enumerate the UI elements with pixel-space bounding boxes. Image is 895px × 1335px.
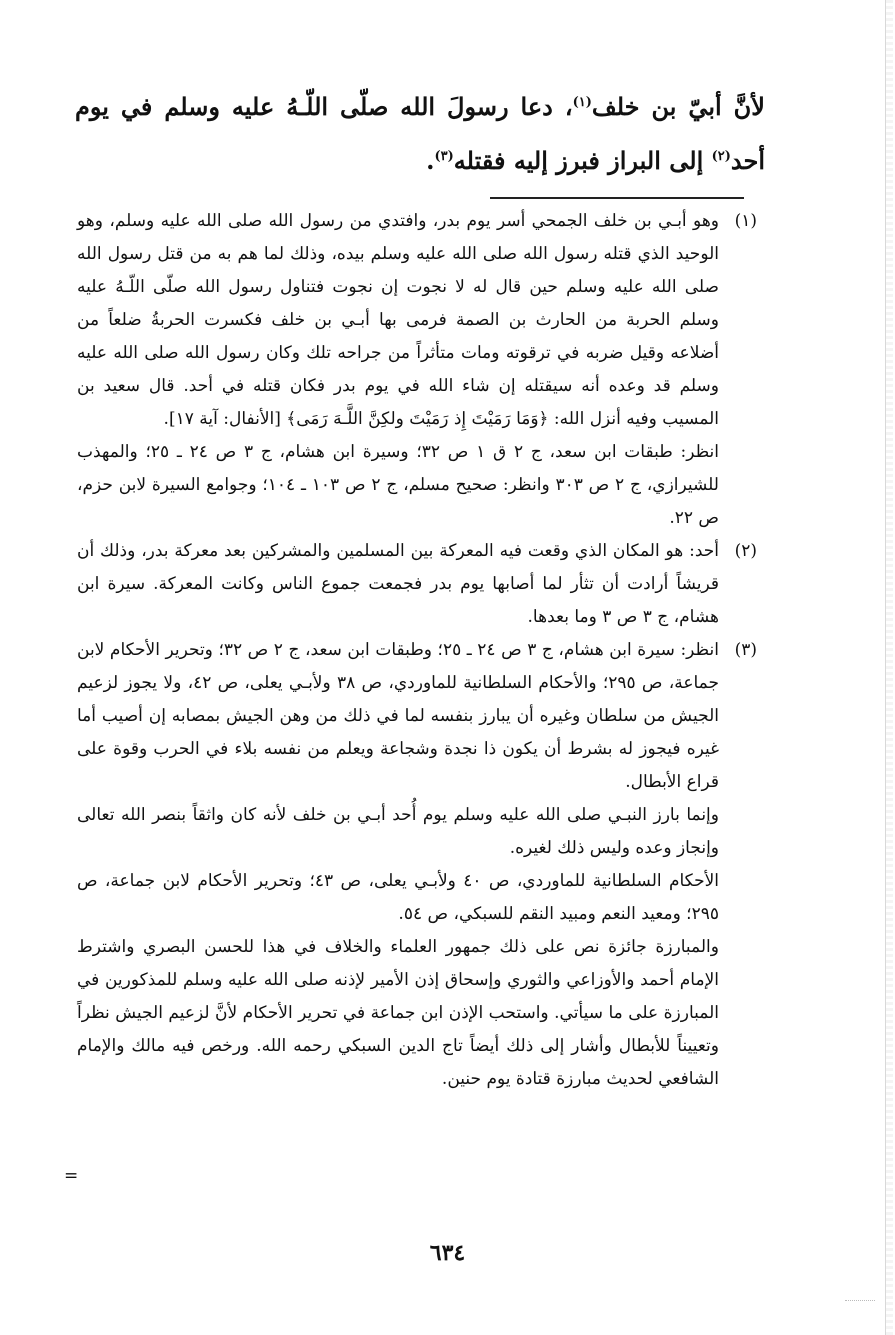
scan-artifact <box>845 1300 875 1302</box>
footnote-3 <box>77 634 757 1096</box>
footnote-ref-3: (٣) <box>434 149 454 164</box>
footnote-paragraph: والمبارزة جائزة نص على ذلك جمهور العلماء والخلاف في هذا للحسن البصري واشترط الإمام أحمد والأوزاعي والثوري وإسحاق إذن الأمير لإذنه صلى الله عليه وسلم للمذكورين في المبارزة على ما سيأتي. واستحب الإذن ابن جماعة في تحرير الأحكام لأنَّ لزعيم الجيش نظراً وتعييناً للأبطال وأشار إلى ذلك أيضاً تاج الدين السبكي رحمه الله. ورخص فيه مالك والإمام الشافعي لحديث مبارزة قتادة يوم حنين. <box>77 937 719 1089</box>
page-edge <box>885 0 893 1335</box>
main-text-line2: إلى البراز فبرز إليه فقتله <box>453 146 704 175</box>
main-text <box>75 78 765 186</box>
footnote-ref-1: (١) <box>572 95 592 110</box>
footnote-number: (٣) <box>734 640 757 660</box>
footnote-paragraph: وهو أبـي بن خلف الجمحي أسر يوم بدر، وافتدي من رسول الله صلى الله عليه وسلم، وهو الوحيد الذي قتله رسول الله صلى الله عليه وسلم بيده، وذلك لما هم به من قتل رسول الله صلى الله عليه وسلم حين قال له لا نجوت إن نجوت فتناول رسول الله صلّى اللّـهُ عليه وسلم الحربة من الحارث بن الصمة فرمى بها أبـي بن خلف فكسرت الحربةُ ضلعاً من أضلاعه وقيل ضربه في ترقوته ومات متأثراً من جراحه تلك وكان رسول الله صلى الله عليه وسلم قد وعده أنه سيقتله إن شاء الله في يوم بدر فكان قتله في أحد. قال سعيد بن المسيب وفيه أنزل الله: ﴿وَمَا رَمَيْتَ إِذ رَمَيْتَ ولكِنَّ اللَّـهَ رَمَى﴾ [الأنفال: آية ١٧]. <box>77 211 719 429</box>
footnote-paragraph: الأحكام السلطانية للماوردي، ص ٤٠ ولأبـي يعلى، ص ٤٣؛ وتحرير الأحكام لابن جماعة، ص ٢٩٥؛ ومعيد النعم ومبيد النقم للسبكي، ص ٥٤. <box>77 871 719 924</box>
footnote-paragraph: وإنما بارز النبـي صلى الله عليه وسلم يوم أُحد أبـي بن خلف لأنه كان واثقاً بنصر الله تعالى وإنجاز وعده وليس ذلك لغيره. <box>77 805 719 858</box>
footnote-separator <box>490 197 744 199</box>
footnote-2 <box>77 535 757 634</box>
footnote-number: (١) <box>734 211 757 231</box>
footnote-paragraph: انظر: طبقات ابن سعد، ج ٢ ق ١ ص ٣٢؛ وسيرة ابن هشام، ج ٣ ص ٢٤ ـ ٢٥؛ والمهذب للشيرازي، ج ٢ ص ٣٠٣ وانظر: صحيح مسلم، ج ٢ ص ١٠٣ ـ ١٠٤؛ وجوامع السيرة لابن حزم، ص ٢٢. <box>77 442 719 528</box>
footnote-paragraph: أحد: هو المكان الذي وقعت فيه المعركة بين المسلمين والمشركين بعد معركة بدر، وذلك أن قريشاً أرادت أن تثأر لما أصابها يوم بدر فجمعت جموع الناس وكانت المعركة. سيرة ابن هشام، ج ٣ ص ٣ وما بعدها. <box>77 541 719 627</box>
main-text-line1: لأنَّ أبيّ بن خلف <box>591 92 765 121</box>
page-number: ٦٣٤ <box>429 1240 466 1266</box>
footnote-paragraph: انظر: سيرة ابن هشام، ج ٣ ص ٢٤ ـ ٢٥؛ وطبقات ابن سعد، ج ٢ ص ٣٢؛ وتحرير الأحكام لابن جماعة، ص ٢٩٥؛ والأحكام السلطانية للماوردي، ص ٣٨ ولأبـي يعلى، ص ٤٢، ولا يجوز لزعيم الجيش من سلطان وغيره أن يبارز بنفسه لما في ذلك من وهن الجيش بمصابه إن أصيب أما غيره فيجوز له بشرط أن يكون ذا نجدة وشجاعة ويعلم من نفسه بلاء في الحرب وقوة على قراع الأبطال. <box>77 640 720 792</box>
main-text-line2-end: . <box>426 146 435 175</box>
main-text-line1b: ، دعا رسولَ الله صلّى اللّـهُ عليه وسلم في يوم أحد <box>75 92 765 175</box>
footnote-1 <box>77 205 757 535</box>
footnotes <box>77 205 757 1096</box>
footnote-ref-2: (٢) <box>711 149 731 164</box>
continuation-mark: = <box>64 1166 79 1186</box>
footnote-number: (٢) <box>734 541 757 561</box>
